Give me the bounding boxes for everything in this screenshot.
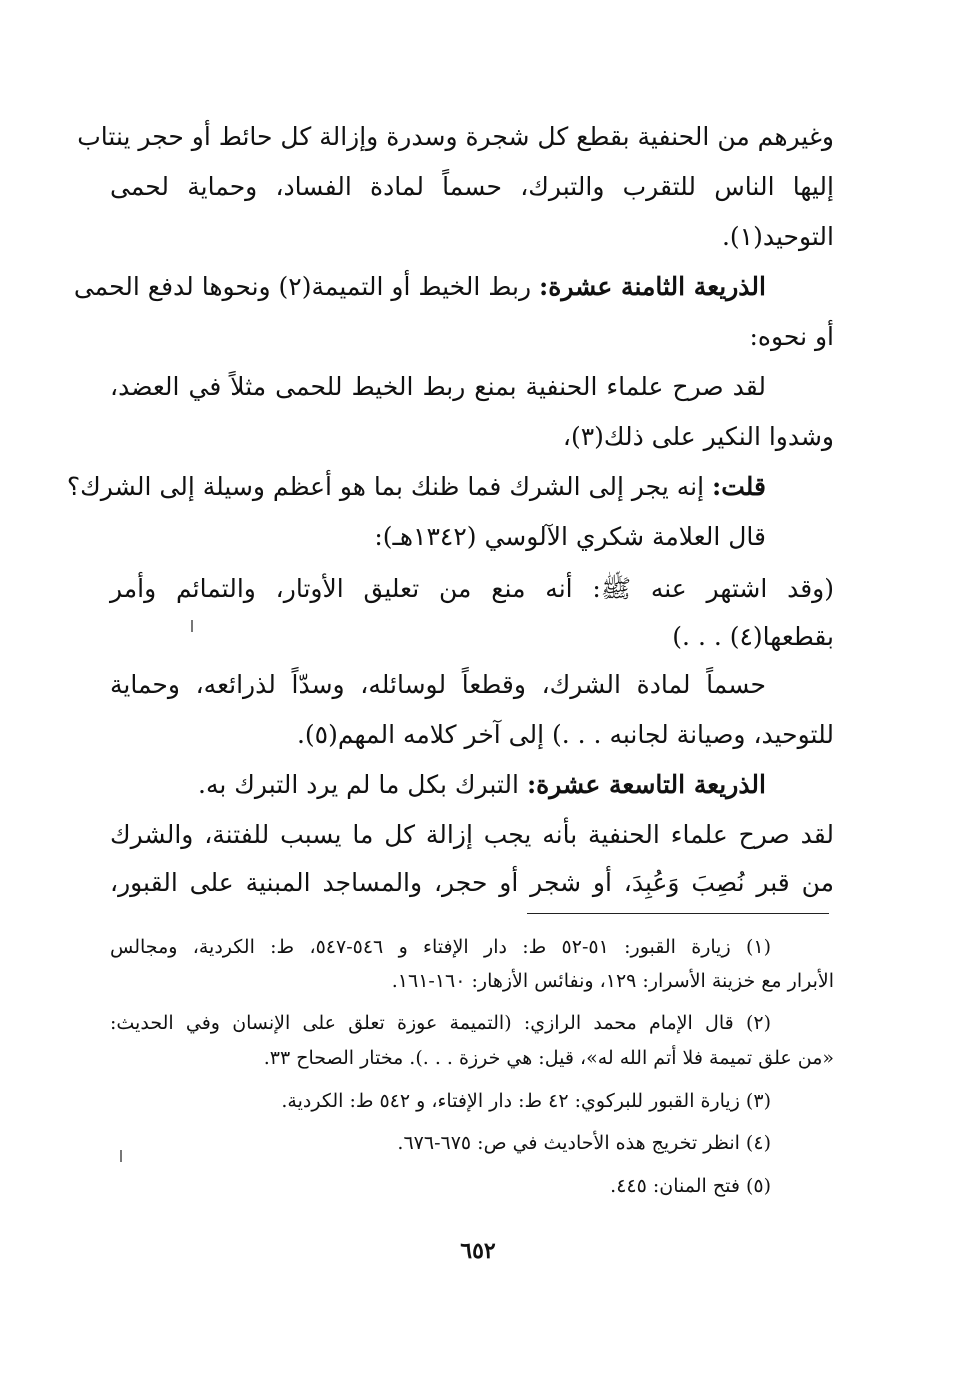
heading-eighteenth-pretext: الذريعة الثامنة عشرة: ربط الخيط أو التميمة(٢) ونحوها لدفع الحمى bbox=[73, 272, 766, 301]
footnote-5: (٥) فتح المنان: ٤٤٥. bbox=[610, 1175, 771, 1197]
heading-nineteenth-pretext: الذريعة التاسعة عشرة: التبرك بكل ما لم يرد التبرك به. bbox=[198, 770, 766, 799]
footnote-separator bbox=[527, 913, 829, 914]
body-line-9: قال العلامة شكري الآلوسي (١٣٤٢هـ): bbox=[374, 522, 766, 551]
page-number: ٦٥٢ bbox=[460, 1238, 496, 1264]
qultu-term: قلت: bbox=[711, 472, 766, 501]
body-line-5: أو نحوه: bbox=[749, 322, 834, 351]
footnote-4: (٤) انظر تخريج هذه الأحاديث في ص: ٦٧٥-٦٧٦. bbox=[397, 1132, 771, 1154]
footnote-1-line-2: الأبرار مع خزينة الأسرار: ١٢٩، ونفائس الأزهار: ١٦٠-١٦١. bbox=[391, 970, 834, 992]
footnote-2-line-2: «من علق تميمة فلا أتم الله له»، قيل: هي خرزة . . .). مختار الصحاح ٣٣. bbox=[263, 1047, 834, 1069]
body-line-8: قلت: إنه يجر إلى الشرك فما ظنك بما هو أعظم وسيلة إلى الشرك؟ bbox=[66, 472, 766, 501]
heading-term: الذريعة التاسعة عشرة: bbox=[526, 770, 766, 799]
footnote-2-line-1: (٢) قال الإمام محمد الرازي: (التميمة عوزة تعلق على الإنسان وفي الحديث: bbox=[110, 1012, 771, 1034]
body-line-2: إليها الناس للتقرب والتبرك، حسماً لمادة الفساد، وحماية لحمى bbox=[110, 172, 834, 201]
body-line-13: للتوحيد، وصيانة لجانبه . . .) إلى آخر كلامه المهم(٥). bbox=[296, 720, 834, 749]
footnote-1-line-1: (١) زيارة القبور: ٥١-٥٢ ط: دار الإفتاء و ٥٤٦-٥٤٧، ط: الكردية، ومجالس bbox=[110, 936, 771, 958]
body-line-3: التوحيد(١). bbox=[721, 222, 834, 251]
body-line-6: لقد صرح علماء الحنفية بمنع ربط الخيط للحمى مثلاً في العضد، bbox=[110, 372, 766, 401]
heading-term: الذريعة الثامنة عشرة: bbox=[539, 272, 766, 301]
quote-line-1: (وقد اشتهر عنه ﷺ: أنه منع من تعليق الأوتار، والتمائم وأمر bbox=[110, 574, 834, 603]
scan-speck bbox=[191, 620, 193, 632]
body-line-1: وغيرهم من الحنفية بقطع كل شجرة وسدرة وإزالة كل حائط أو حجر ينتاب bbox=[77, 122, 834, 151]
body-line-15: لقد صرح علماء الحنفية بأنه يجب إزالة كل ما يسبب للفتنة، والشرك bbox=[110, 820, 834, 849]
body-line-16: من قبر نُصِبَ وَعُبِدَ، أو شجر أو حجر، والمساجد المبنية على القبور، bbox=[110, 868, 834, 897]
body-line-12: حسماً لمادة الشرك، وقطعاً لوسائله، وسدّاً لذرائعه، وحماية bbox=[110, 670, 766, 699]
footnote-3: (٣) زيارة القبور للبركوي: ٤٢ ط: دار الإفتاء، و ٥٤٢ ط: الكردية. bbox=[281, 1090, 771, 1112]
scan-speck bbox=[120, 1150, 122, 1162]
body-line-7: وشدوا النكير على ذلك(٣)، bbox=[562, 422, 834, 451]
quote-line-2: بقطعها(٤) . . .) bbox=[672, 622, 834, 651]
